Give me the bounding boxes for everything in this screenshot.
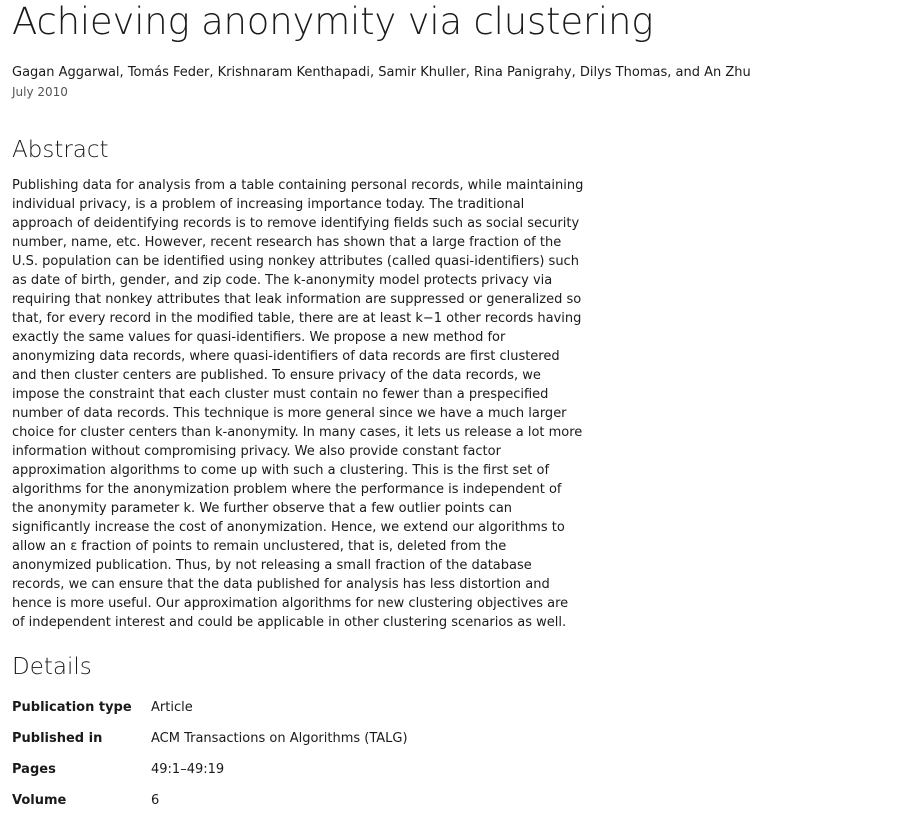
detail-label: Pages [12, 762, 56, 777]
detail-label: Publication type [12, 700, 132, 715]
detail-row-publication-type [12, 697, 612, 728]
detail-label: Published in [12, 731, 103, 746]
publication-date: July 2010 [12, 85, 68, 99]
detail-row-volume [12, 790, 612, 821]
abstract-text: Publishing data for analysis from a table containing personal records, while maintaining individual privacy, is a problem of increasing importance today. The traditional approach of deidentifying records is to remove identifying fields such as social security number, name, etc. However, recent research has shown that a large fraction of the U.S. population can be identified using nonkey attributes (called quasi-identifiers) such as date of birth, gender, and zip code. The k-anonymity model protects privacy via requiring that nonkey attributes that leak information are suppressed or generalized so that, for every record in the modified table, there are at least k−1 other records having exactly the same values for quasi-identifiers. We propose a new method for anonymizing data records, where quasi-identifiers of data records are first clustered and then cluster centers are published. To ensure privacy of the data records, we impose the constraint that each cluster must contain no fewer than a prespecified number of data records. This technique is more general since we have a much larger choice for cluster centers than k-anonymity. In many cases, it lets us release a lot more information without compromising privacy. We also provide constant factor approximation algorithms to come up with such a clustering. This is the first set of algorithms for the anonymization problem where the performance is independent of the anonymity parameter k. We further observe that a few outlier points can significantly increase the cost of anonymization. Hence, we extend our algorithms to allow an ε fraction of points to remain unclustered, that is, deleted from the anonymized publication. Thus, by not releasing a small fraction of the database records, we can ensure that the data published for analysis has less distortion and hence is more useful. Our approximation algorithms for new clustering objectives are of independent interest and could be applicable in other clustering scenarios as well. [12, 178, 584, 630]
page-title: Achieving anonymity via clustering [12, 0, 654, 43]
detail-value: ACM Transactions on Algorithms (TALG) [151, 731, 408, 746]
detail-value: 49:1–49:19 [151, 762, 225, 777]
detail-label: Volume [12, 793, 67, 808]
author-list: Gagan Aggarwal, Tomás Feder, Krishnaram Kenthapadi, Samir Khuller, Rina Panigrahy, Dilys Thomas, and An Zhu [12, 65, 751, 80]
detail-row-pages [12, 759, 612, 790]
detail-row-published-in [12, 728, 612, 759]
detail-value: 6 [151, 793, 160, 808]
abstract-heading: Abstract [12, 137, 109, 163]
details-list [12, 697, 612, 821]
detail-value: Article [151, 700, 193, 715]
details-heading: Details [12, 654, 92, 680]
